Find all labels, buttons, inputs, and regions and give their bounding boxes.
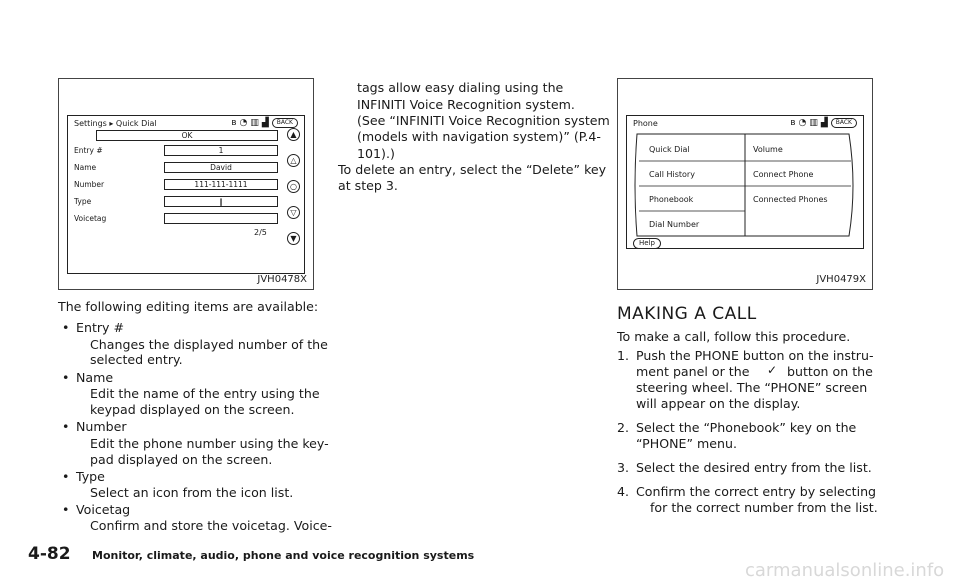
section-heading: MAKING A CALL [617, 304, 757, 324]
step-line: steering wheel. The “PHONE” screen [636, 380, 868, 395]
signal-icon: ▟ [261, 118, 269, 128]
menu-connect-phone[interactable]: Connect Phone [753, 170, 814, 179]
voicetag-field[interactable] [164, 213, 278, 224]
bullet: • [62, 370, 70, 385]
step-number: 4. [617, 484, 630, 499]
step-line: ment panel or the [636, 364, 750, 379]
figure-quick-dial [58, 78, 314, 290]
page-number: 4-82 [28, 544, 71, 564]
bullet: • [62, 320, 70, 335]
voicetag-continued: (See “INFINITI Voice Recognition system [357, 113, 610, 128]
figure-caption: JVH0478X [257, 274, 307, 285]
step-line: button on the [787, 364, 873, 379]
menu-phonebook[interactable]: Phonebook [649, 195, 694, 204]
menu-frame [627, 116, 865, 250]
figure-caption: JVH0479X [816, 274, 866, 285]
entry-number-field[interactable]: 1 [164, 145, 278, 156]
step-line: Select the “Phonebook” key on the [636, 420, 857, 435]
quick-dial-screen [67, 115, 305, 274]
status-bar [231, 118, 298, 128]
row-label-number: Number [74, 180, 105, 189]
battery-icon: ▥ [250, 118, 259, 128]
scroll-up-button[interactable]: △ [287, 154, 300, 167]
item-term-entry: Entry # [76, 320, 125, 335]
help-button[interactable]: Help [633, 238, 661, 249]
bluetooth-icon: ʙ [790, 118, 796, 128]
item-term-number: Number [76, 419, 127, 434]
section-title: Monitor, climate, audio, phone and voice recognition systems [92, 549, 475, 562]
scroll-bottom-button[interactable]: ▼ [287, 232, 300, 245]
step-number: 1. [617, 348, 630, 363]
step-number: 2. [617, 420, 630, 435]
bullet: • [62, 502, 70, 517]
number-field[interactable]: 111-111-1111 [164, 179, 278, 190]
figure-phone-menu [617, 78, 873, 290]
item-term-voicetag: Voicetag [76, 502, 131, 517]
row-label-voicetag: Voicetag [74, 214, 107, 223]
select-button[interactable]: ○ [287, 180, 300, 193]
watermark: carmanualsonline.info [745, 560, 945, 581]
back-button[interactable]: BACK [272, 118, 298, 128]
menu-dial-number[interactable]: Dial Number [649, 220, 700, 229]
row-label-name: Name [74, 163, 97, 172]
step-line: “PHONE” menu. [636, 436, 738, 451]
delete-instruction: at step 3. [338, 178, 398, 193]
phone-status-icon: ◔ [239, 118, 248, 128]
voicetag-continued: (models with navigation system)” (P.4- [357, 129, 601, 144]
row-label-type: Type [74, 197, 92, 206]
step-line: Confirm the correct entry by selecting [636, 484, 877, 499]
name-field[interactable]: David [164, 162, 278, 173]
item-term-type: Type [76, 469, 105, 484]
menu-connected-phones[interactable]: Connected Phones [753, 195, 828, 204]
step-line: for the correct number from the list. [650, 500, 878, 515]
breadcrumb: Settings ▸ Quick Dial [74, 119, 157, 128]
item-desc-line: Changes the displayed number of the [90, 337, 328, 352]
ok-button[interactable]: OK [96, 130, 278, 141]
item-desc-line: Confirm and store the voicetag. Voice- [90, 518, 332, 533]
procedure-intro: To make a call, follow this procedure. [617, 329, 851, 344]
step-line: will appear on the display. [636, 396, 801, 411]
page-indicator: 2/5 [254, 228, 267, 237]
editing-intro: The following editing items are available: [58, 299, 319, 314]
bullet: • [62, 419, 70, 434]
bullet: • [62, 469, 70, 484]
step-line: Select the desired entry from the list. [636, 460, 872, 475]
type-field[interactable]: ❙ [164, 196, 278, 207]
item-term-name: Name [76, 370, 114, 385]
back-button[interactable]: BACK [831, 118, 857, 128]
phone-status-icon: ◔ [798, 118, 807, 128]
row-label-entry: Entry # [74, 146, 103, 155]
item-desc-line: Select an icon from the icon list. [90, 485, 294, 500]
step-number: 3. [617, 460, 630, 475]
menu-call-history[interactable]: Call History [649, 170, 695, 179]
scroll-top-button[interactable]: ▲ [287, 128, 300, 141]
menu-volume[interactable]: Volume [753, 145, 783, 154]
delete-instruction: To delete an entry, select the “Delete” key [338, 162, 607, 177]
voicetag-continued: 101).) [357, 146, 395, 161]
signal-icon: ▟ [820, 118, 828, 128]
voicetag-continued: tags allow easy dialing using the [357, 80, 564, 95]
item-desc-line: Edit the name of the entry using the [90, 386, 320, 401]
steering-phone-icon: ✓ [767, 363, 778, 377]
scroll-down-button[interactable]: ▽ [287, 206, 300, 219]
bluetooth-icon: ʙ [231, 118, 237, 128]
voicetag-continued: INFINITI Voice Recognition system. [357, 97, 575, 112]
item-desc-line: pad displayed on the screen. [90, 452, 273, 467]
menu-quick-dial[interactable]: Quick Dial [649, 145, 690, 154]
battery-icon: ▥ [809, 118, 818, 128]
item-desc-line: Edit the phone number using the key- [90, 436, 329, 451]
screen-title: Phone [633, 119, 658, 128]
item-desc-line: selected entry. [90, 352, 183, 367]
step-line: Push the PHONE button on the instru- [636, 348, 874, 363]
phone-screen [626, 115, 864, 249]
item-desc-line: keypad displayed on the screen. [90, 402, 295, 417]
